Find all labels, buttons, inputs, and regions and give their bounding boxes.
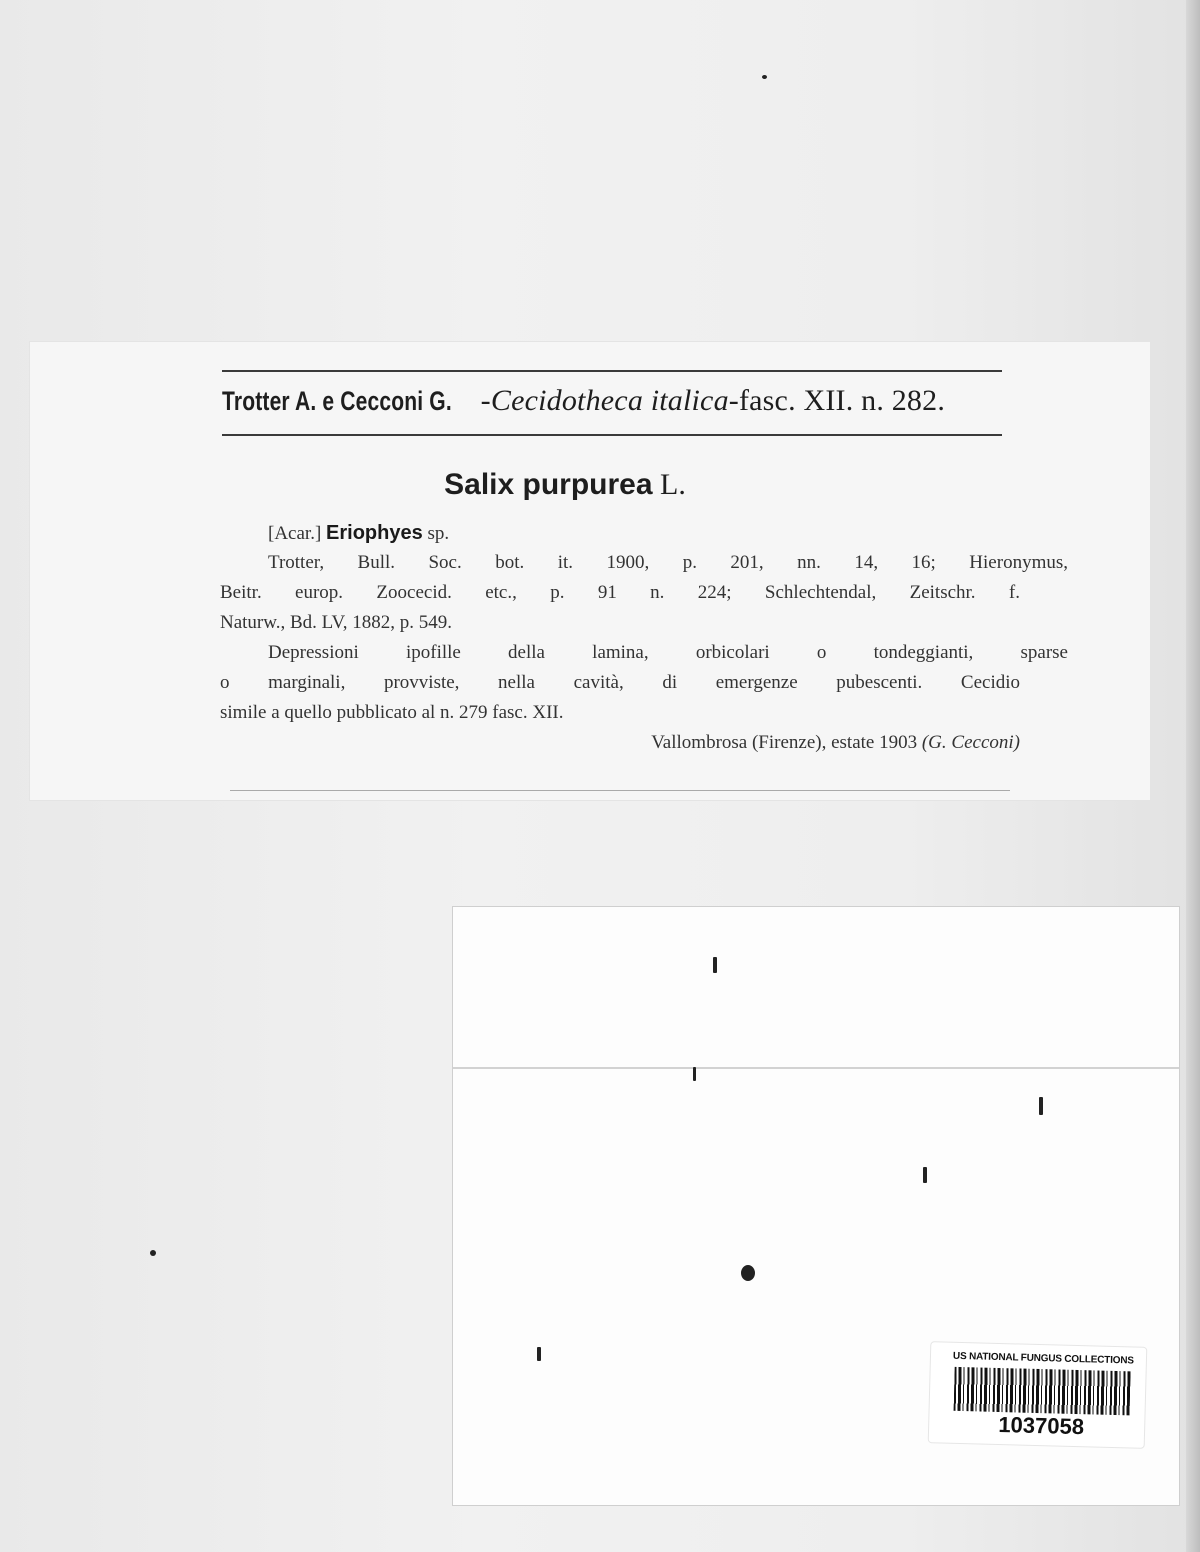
cecidozoon-rank: sp. — [427, 523, 450, 544]
speck — [713, 957, 717, 973]
barcode-label — [929, 1342, 1147, 1448]
header-rule-top — [222, 370, 1002, 372]
description-line: Depressioni ipofille della lamina, orbicolari o tondeggianti, sparse — [268, 642, 1068, 663]
label-bottom-rule — [230, 790, 1010, 791]
host-taxon — [30, 468, 1100, 502]
description-line: o marginali, provviste, nella cavità, di emergenze pubescenti. Cecidio — [220, 672, 1020, 693]
locality-line — [220, 728, 1020, 758]
header-fascicle: -fasc. XII. n. 282. — [728, 384, 946, 417]
speck — [923, 1167, 927, 1183]
header-authors: Trotter A. e Cecconi G. — [222, 386, 452, 416]
collector: (G. Cecconi) — [921, 732, 1020, 753]
label-header — [222, 384, 1012, 434]
cecidozoon-line — [220, 518, 1068, 549]
reference-line: Trotter, Bull. Soc. bot. it. 1900, p. 201, nn. 14, 16; Hieronymus, — [268, 552, 1068, 573]
cecidozoon-group: [Acar.] — [268, 523, 322, 544]
speck — [693, 1067, 696, 1081]
header-separator: - — [480, 384, 491, 417]
cecidozoon-genus: Eriophyes — [326, 522, 423, 544]
speck — [537, 1347, 541, 1361]
speck — [150, 1250, 156, 1256]
header-rule-bottom — [222, 434, 1002, 436]
locality: Vallombrosa (Firenze), estate 1903 — [651, 732, 918, 753]
barcode — [954, 1367, 1131, 1416]
reference-line: Beitr. europ. Zoocecid. etc., p. 91 n. 224; Schlechtendal, Zeitschr. f. — [220, 582, 1020, 603]
reference-line: Naturw., Bd. LV, 1882, p. 549. — [220, 612, 453, 633]
taxon-authority: L. — [660, 468, 686, 501]
speck — [1039, 1097, 1043, 1115]
packet-flap — [453, 907, 1179, 1069]
taxon-name: Salix purpurea — [444, 468, 653, 501]
exsiccata-label — [30, 342, 1150, 800]
sheet-edge — [1186, 0, 1200, 1552]
header-series-title: Cecidotheca italica — [490, 384, 729, 417]
speck — [741, 1265, 755, 1281]
speck — [762, 75, 767, 79]
barcode-institution: US NATIONAL FUNGUS COLLECTIONS — [952, 1350, 1134, 1367]
description-line: simile a quello pubblicato al n. 279 fasc. XII. — [220, 702, 564, 723]
barcode-number: 1037058 — [998, 1411, 1085, 1440]
